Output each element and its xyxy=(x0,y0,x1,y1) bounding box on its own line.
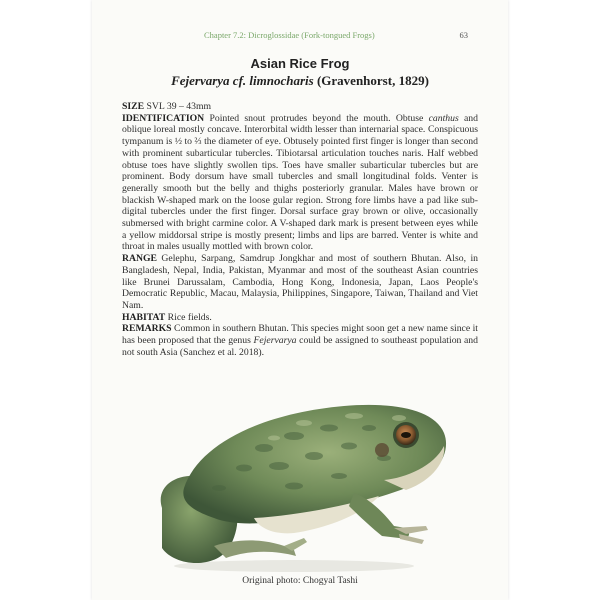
scientific-name-line xyxy=(92,72,508,89)
common-name: Asian Rice Frog xyxy=(250,56,350,71)
identification-paragraph xyxy=(122,113,478,253)
page-number: 63 xyxy=(459,30,468,40)
identification-text-2: and oblique loreal mostly concave. Interorbital width lesser than internarial space. Conspicuous tympanum is ½ to ⅔ the diameter of eye. Obtusely pointed first finger is longer than second with prominent subarticular tubercles. Tibiotarsal articulation touches naris. Half webbed obtuse toes have slightly swollen tips. Toes have smaller subarticular tubercles but are prominent. Body dorsum have small tubercles and small longitudinal folds. Venter is generally smooth but the belly and thighs posteriorly granular. Males have brown or blackish W-shaped mark on the loose gular region. Strong fore limbs have a pad like sub-digital tubercles under the first finger. Dorsal surface gray brown or olive, occasionally submersed with bright carmine color. A V-shaped dark mark is present between eyes while a yellow middorsal stripe is mostly present; limbs and lips are barred. Venter is white and throat in males usually mottled with brown color. xyxy=(122,112,478,253)
running-head: Chapter 7.2: Dicroglossidae (Fork-tongued Frogs) xyxy=(204,30,375,40)
identification-label: IDENTIFICATION xyxy=(122,112,205,124)
frog-shadow xyxy=(174,560,414,572)
size-text: SVL 39 – 43mm xyxy=(144,101,212,112)
remarks-label: REMARKS xyxy=(122,323,172,335)
range-paragraph xyxy=(122,253,478,312)
remarks-text-2: could be assigned to southeast population and not south Asia (Sanchez et al. 2018). xyxy=(122,335,478,358)
remarks-paragraph xyxy=(122,323,478,358)
habitat-text: Rice fields. xyxy=(165,311,212,323)
habitat-label: HABITAT xyxy=(122,311,166,323)
size-label: SIZE xyxy=(122,101,145,112)
size-paragraph xyxy=(122,101,478,113)
remarks-text-1: Common in southern Bhutan. This species might soon get a new name since it has been proposed that the genus xyxy=(122,323,478,347)
frog-back-foot xyxy=(214,540,296,558)
frog-pupil xyxy=(401,432,411,438)
frog-tympanum xyxy=(375,443,389,457)
range-text: Gelephu, Sarpang, Samdrup Jongkhar and most of southern Bhutan. Also, in Bangladesh, Nepal, India, Pakistan, Myanmar and most of the southeast Asian countries like Brunei Darussalam, Cambodia, Hong Kong, Indonesia, Japan, Laos People's Democratic Republic, Macau, Malaysia, Philippines, Singapore, Taiwan, Thailand and Viet Nam. xyxy=(122,253,478,311)
frog-illustration xyxy=(144,388,454,578)
range-label: RANGE xyxy=(122,253,157,265)
species-description xyxy=(122,101,478,358)
canthus-term: canthus xyxy=(428,112,459,124)
photo-caption: Original photo: Chogyal Tashi xyxy=(242,576,358,586)
frog-photo xyxy=(144,388,454,578)
habitat-paragraph xyxy=(122,312,478,324)
genus-term: Fejervarya xyxy=(253,335,297,347)
identification-text-1: Pointed snout protrudes beyond the mouth. Obtuse xyxy=(204,112,429,124)
authority: (Gravenhorst, 1829) xyxy=(313,73,429,88)
scientific-name: Fejervarya cf. limnocharis xyxy=(171,73,314,88)
book-page xyxy=(92,0,508,600)
frog-front-toe xyxy=(399,534,424,544)
frog-front-leg xyxy=(349,493,409,538)
species-title-block xyxy=(92,56,508,89)
